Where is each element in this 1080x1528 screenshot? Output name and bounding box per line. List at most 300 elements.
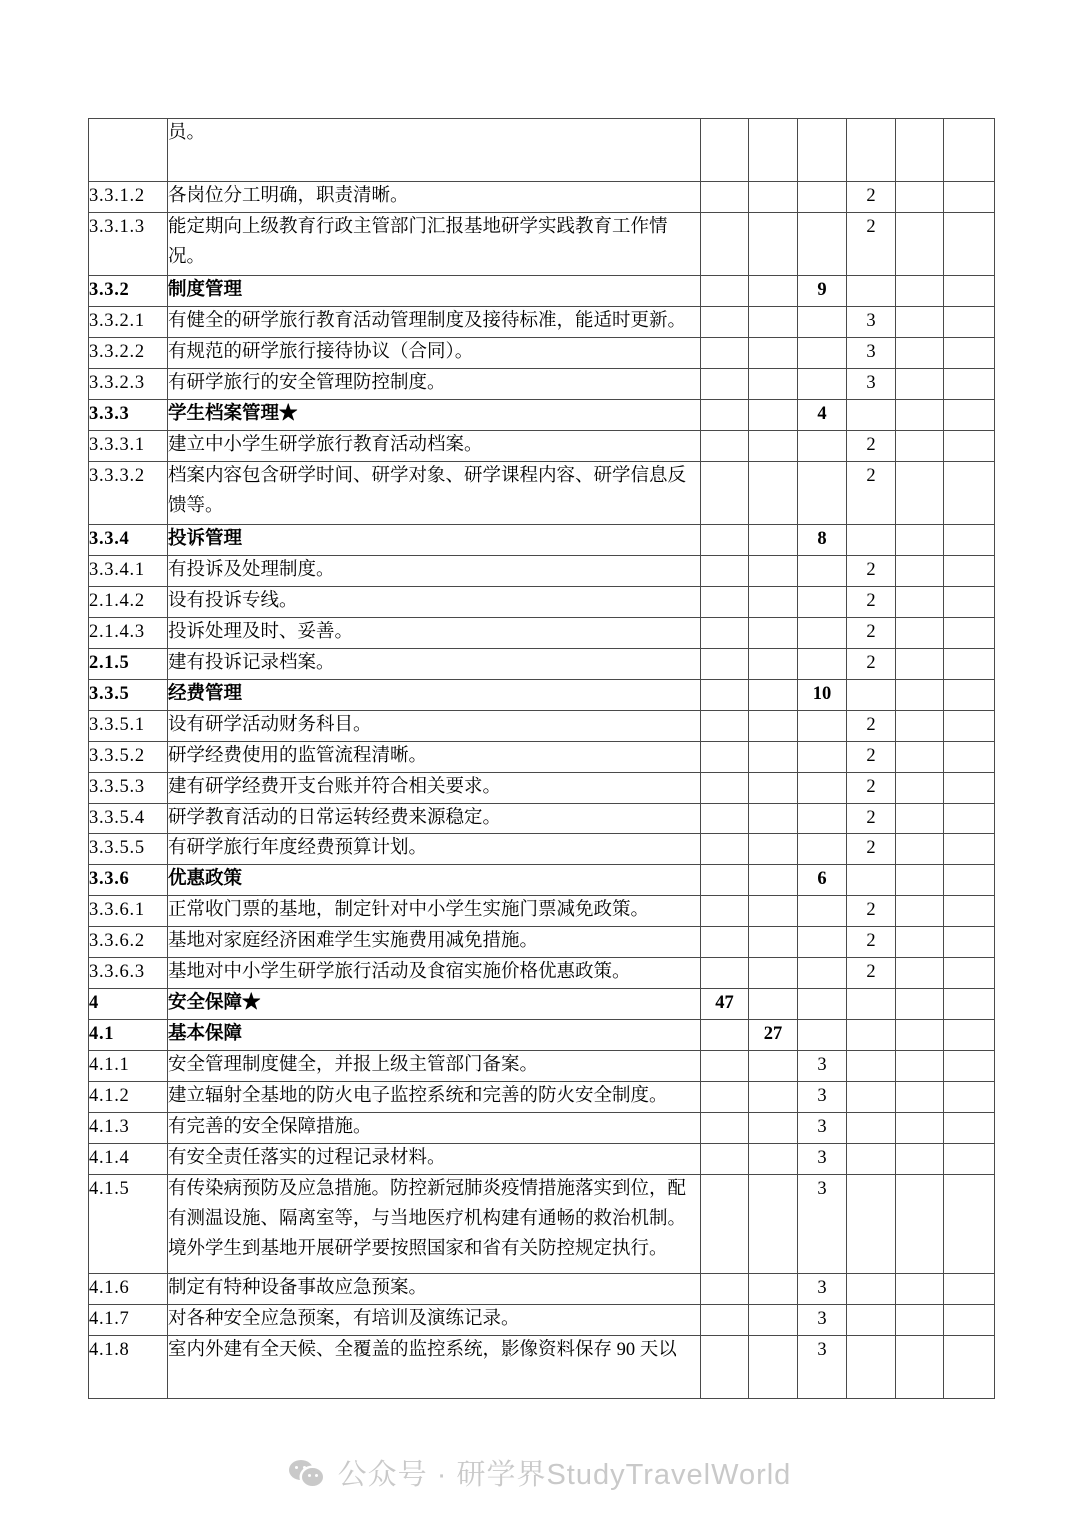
empty-cell bbox=[798, 772, 847, 803]
empty-cell bbox=[798, 958, 847, 989]
table-row bbox=[89, 1051, 995, 1082]
row-id: 2.1.5 bbox=[89, 648, 168, 679]
row-id: 2.1.4.3 bbox=[89, 617, 168, 648]
empty-cell bbox=[896, 337, 944, 368]
score-cell: 2 bbox=[847, 430, 896, 461]
empty-cell bbox=[749, 430, 798, 461]
empty-cell bbox=[701, 803, 749, 834]
empty-cell bbox=[944, 1175, 995, 1274]
empty-cell bbox=[944, 927, 995, 958]
table-row bbox=[89, 1175, 995, 1274]
empty-cell bbox=[701, 648, 749, 679]
table-row bbox=[89, 710, 995, 741]
empty-cell bbox=[798, 212, 847, 275]
empty-cell bbox=[944, 1305, 995, 1336]
score-cell: 2 bbox=[847, 461, 896, 524]
empty-cell bbox=[701, 834, 749, 865]
empty-cell bbox=[847, 1051, 896, 1082]
empty-cell bbox=[944, 1274, 995, 1305]
empty-cell bbox=[944, 337, 995, 368]
empty-cell bbox=[847, 275, 896, 306]
empty-cell bbox=[944, 119, 995, 182]
score-cell: 47 bbox=[701, 989, 749, 1020]
empty-cell bbox=[701, 461, 749, 524]
empty-cell bbox=[847, 1305, 896, 1336]
empty-cell bbox=[701, 772, 749, 803]
row-description: 有研学旅行的安全管理防控制度。 bbox=[168, 368, 701, 399]
empty-cell bbox=[749, 679, 798, 710]
row-id: 3.3.2.1 bbox=[89, 306, 168, 337]
empty-cell bbox=[701, 337, 749, 368]
row-description: 安全管理制度健全，并报上级主管部门备案。 bbox=[168, 1051, 701, 1082]
empty-cell bbox=[749, 834, 798, 865]
empty-cell bbox=[701, 555, 749, 586]
table-row bbox=[89, 212, 995, 275]
empty-cell bbox=[847, 679, 896, 710]
empty-cell bbox=[798, 648, 847, 679]
empty-cell bbox=[701, 1336, 749, 1399]
score-cell: 10 bbox=[798, 679, 847, 710]
empty-cell bbox=[749, 1113, 798, 1144]
row-description: 有投诉及处理制度。 bbox=[168, 555, 701, 586]
empty-cell bbox=[701, 524, 749, 555]
empty-cell bbox=[944, 586, 995, 617]
empty-cell bbox=[701, 212, 749, 275]
empty-cell bbox=[896, 989, 944, 1020]
empty-cell bbox=[944, 1020, 995, 1051]
row-description: 安全保障★ bbox=[168, 989, 701, 1020]
empty-cell bbox=[896, 461, 944, 524]
empty-cell bbox=[749, 586, 798, 617]
empty-cell bbox=[701, 1020, 749, 1051]
empty-cell bbox=[701, 306, 749, 337]
empty-cell bbox=[896, 1175, 944, 1274]
row-id: 4.1.8 bbox=[89, 1336, 168, 1399]
table-row bbox=[89, 741, 995, 772]
empty-cell bbox=[749, 865, 798, 896]
empty-cell bbox=[896, 399, 944, 430]
empty-cell bbox=[749, 927, 798, 958]
row-id: 3.3.5 bbox=[89, 679, 168, 710]
empty-cell bbox=[944, 368, 995, 399]
table-row bbox=[89, 1020, 995, 1051]
watermark-label: 公众号 · 研学界StudyTravelWorld bbox=[337, 1459, 792, 1491]
empty-cell bbox=[944, 524, 995, 555]
empty-cell bbox=[798, 119, 847, 182]
empty-cell bbox=[749, 803, 798, 834]
row-description: 制度管理 bbox=[168, 275, 701, 306]
empty-cell bbox=[749, 989, 798, 1020]
row-description: 投诉处理及时、妥善。 bbox=[168, 617, 701, 648]
empty-cell bbox=[896, 430, 944, 461]
row-id: 3.3.4.1 bbox=[89, 555, 168, 586]
empty-cell bbox=[896, 555, 944, 586]
row-id: 4.1.2 bbox=[89, 1082, 168, 1113]
row-id: 3.3.6.2 bbox=[89, 927, 168, 958]
row-id: 4.1.5 bbox=[89, 1175, 168, 1274]
empty-cell bbox=[701, 710, 749, 741]
empty-cell bbox=[701, 1113, 749, 1144]
row-id: 4.1.3 bbox=[89, 1113, 168, 1144]
empty-cell bbox=[701, 430, 749, 461]
row-id: 3.3.6 bbox=[89, 865, 168, 896]
row-description: 投诉管理 bbox=[168, 524, 701, 555]
empty-cell bbox=[944, 896, 995, 927]
score-cell: 2 bbox=[847, 772, 896, 803]
empty-cell bbox=[847, 524, 896, 555]
row-id: 4 bbox=[89, 989, 168, 1020]
empty-cell bbox=[944, 430, 995, 461]
empty-cell bbox=[896, 958, 944, 989]
empty-cell bbox=[896, 927, 944, 958]
table-row bbox=[89, 679, 995, 710]
empty-cell bbox=[896, 1274, 944, 1305]
table-row bbox=[89, 275, 995, 306]
empty-cell bbox=[798, 430, 847, 461]
empty-cell bbox=[896, 1336, 944, 1399]
row-description: 基地对中小学生研学旅行活动及食宿实施价格优惠政策。 bbox=[168, 958, 701, 989]
table-row bbox=[89, 1305, 995, 1336]
table-row bbox=[89, 772, 995, 803]
empty-cell bbox=[749, 741, 798, 772]
score-cell: 3 bbox=[798, 1113, 847, 1144]
score-cell: 2 bbox=[847, 555, 896, 586]
row-id: 3.3.5.5 bbox=[89, 834, 168, 865]
row-description: 有规范的研学旅行接待协议（合同）。 bbox=[168, 337, 701, 368]
score-cell: 3 bbox=[847, 337, 896, 368]
empty-cell bbox=[896, 772, 944, 803]
empty-cell bbox=[847, 119, 896, 182]
row-description: 有传染病预防及应急措施。防控新冠肺炎疫情措施落实到位，配有测温设施、隔离室等，与当地医疗机构建有通畅的救治机制。境外学生到基地开展研学要按照国家和省有关防控规定执行。 bbox=[168, 1175, 701, 1274]
empty-cell bbox=[749, 182, 798, 213]
empty-cell bbox=[847, 1082, 896, 1113]
empty-cell bbox=[944, 212, 995, 275]
empty-cell bbox=[701, 1082, 749, 1113]
empty-cell bbox=[896, 306, 944, 337]
table-row bbox=[89, 1144, 995, 1175]
empty-cell bbox=[896, 1051, 944, 1082]
empty-cell bbox=[749, 119, 798, 182]
empty-cell bbox=[749, 1305, 798, 1336]
evaluation-criteria-table bbox=[88, 118, 995, 1399]
empty-cell bbox=[701, 1051, 749, 1082]
empty-cell bbox=[701, 958, 749, 989]
table-row bbox=[89, 865, 995, 896]
empty-cell bbox=[944, 1082, 995, 1113]
score-cell: 3 bbox=[798, 1051, 847, 1082]
table-row bbox=[89, 803, 995, 834]
table-row bbox=[89, 306, 995, 337]
score-cell: 3 bbox=[798, 1274, 847, 1305]
row-description: 学生档案管理★ bbox=[168, 399, 701, 430]
row-description: 优惠政策 bbox=[168, 865, 701, 896]
empty-cell bbox=[798, 586, 847, 617]
empty-cell bbox=[701, 119, 749, 182]
empty-cell bbox=[944, 1144, 995, 1175]
score-cell: 2 bbox=[847, 803, 896, 834]
empty-cell bbox=[944, 555, 995, 586]
row-id: 3.3.3.1 bbox=[89, 430, 168, 461]
empty-cell bbox=[847, 1336, 896, 1399]
row-description: 基本保障 bbox=[168, 1020, 701, 1051]
wechat-icon bbox=[289, 1459, 327, 1487]
score-cell: 2 bbox=[847, 617, 896, 648]
table-row bbox=[89, 896, 995, 927]
empty-cell bbox=[701, 741, 749, 772]
score-cell: 3 bbox=[847, 306, 896, 337]
empty-cell bbox=[749, 1336, 798, 1399]
empty-cell bbox=[749, 896, 798, 927]
score-cell: 3 bbox=[847, 368, 896, 399]
empty-cell bbox=[944, 1336, 995, 1399]
empty-cell bbox=[701, 399, 749, 430]
row-description: 基地对家庭经济困难学生实施费用减免措施。 bbox=[168, 927, 701, 958]
empty-cell bbox=[701, 896, 749, 927]
row-id: 4.1.7 bbox=[89, 1305, 168, 1336]
score-cell: 2 bbox=[847, 648, 896, 679]
table-row bbox=[89, 834, 995, 865]
empty-cell bbox=[944, 679, 995, 710]
empty-cell bbox=[896, 1305, 944, 1336]
row-description: 能定期向上级教育行政主管部门汇报基地研学实践教育工作情况。 bbox=[168, 212, 701, 275]
empty-cell bbox=[896, 275, 944, 306]
empty-cell bbox=[749, 958, 798, 989]
empty-cell bbox=[749, 337, 798, 368]
empty-cell bbox=[944, 182, 995, 213]
empty-cell bbox=[896, 617, 944, 648]
empty-cell bbox=[896, 119, 944, 182]
empty-cell bbox=[701, 182, 749, 213]
empty-cell bbox=[798, 306, 847, 337]
empty-cell bbox=[701, 1175, 749, 1274]
empty-cell bbox=[944, 772, 995, 803]
row-id: 3.3.1.3 bbox=[89, 212, 168, 275]
table-row bbox=[89, 617, 995, 648]
empty-cell bbox=[798, 617, 847, 648]
row-description: 对各种安全应急预案，有培训及演练记录。 bbox=[168, 1305, 701, 1336]
empty-cell bbox=[896, 741, 944, 772]
row-id: 3.3.2.2 bbox=[89, 337, 168, 368]
empty-cell bbox=[701, 368, 749, 399]
empty-cell bbox=[749, 306, 798, 337]
empty-cell bbox=[798, 337, 847, 368]
empty-cell bbox=[798, 710, 847, 741]
table-row bbox=[89, 1274, 995, 1305]
score-cell: 2 bbox=[847, 958, 896, 989]
empty-cell bbox=[749, 1274, 798, 1305]
table-row bbox=[89, 524, 995, 555]
empty-cell bbox=[944, 1051, 995, 1082]
row-id: 4.1.6 bbox=[89, 1274, 168, 1305]
empty-cell bbox=[944, 989, 995, 1020]
empty-cell bbox=[944, 803, 995, 834]
row-description: 各岗位分工明确，职责清晰。 bbox=[168, 182, 701, 213]
row-id: 3.3.2.3 bbox=[89, 368, 168, 399]
table-row bbox=[89, 337, 995, 368]
table-row bbox=[89, 1082, 995, 1113]
row-id: 3.3.5.2 bbox=[89, 741, 168, 772]
empty-cell bbox=[847, 989, 896, 1020]
empty-cell bbox=[944, 461, 995, 524]
empty-cell bbox=[847, 399, 896, 430]
table-row bbox=[89, 1113, 995, 1144]
row-description: 制定有特种设备事故应急预案。 bbox=[168, 1274, 701, 1305]
row-description: 有安全责任落实的过程记录材料。 bbox=[168, 1144, 701, 1175]
row-description: 有研学旅行年度经费预算计划。 bbox=[168, 834, 701, 865]
empty-cell bbox=[749, 710, 798, 741]
row-id: 4.1.4 bbox=[89, 1144, 168, 1175]
row-id: 3.3.5.1 bbox=[89, 710, 168, 741]
row-description: 建有投诉记录档案。 bbox=[168, 648, 701, 679]
table-row bbox=[89, 399, 995, 430]
table-body bbox=[89, 119, 995, 1399]
row-description: 设有投诉专线。 bbox=[168, 586, 701, 617]
empty-cell bbox=[749, 555, 798, 586]
table-row bbox=[89, 927, 995, 958]
score-cell: 2 bbox=[847, 741, 896, 772]
row-id: 4.1 bbox=[89, 1020, 168, 1051]
empty-cell bbox=[701, 927, 749, 958]
empty-cell bbox=[749, 461, 798, 524]
empty-cell bbox=[701, 275, 749, 306]
empty-cell bbox=[798, 1020, 847, 1051]
row-id: 3.3.3 bbox=[89, 399, 168, 430]
empty-cell bbox=[847, 1020, 896, 1051]
row-description: 建立辐射全基地的防火电子监控系统和完善的防火安全制度。 bbox=[168, 1082, 701, 1113]
empty-cell bbox=[944, 275, 995, 306]
empty-cell bbox=[896, 896, 944, 927]
table-row bbox=[89, 461, 995, 524]
row-id: 3.3.6.3 bbox=[89, 958, 168, 989]
row-description: 研学教育活动的日常运转经费来源稳定。 bbox=[168, 803, 701, 834]
empty-cell bbox=[749, 1051, 798, 1082]
empty-cell bbox=[944, 1113, 995, 1144]
empty-cell bbox=[847, 1274, 896, 1305]
empty-cell bbox=[701, 1274, 749, 1305]
empty-cell bbox=[847, 1113, 896, 1144]
empty-cell bbox=[944, 648, 995, 679]
empty-cell bbox=[896, 803, 944, 834]
empty-cell bbox=[896, 1113, 944, 1144]
empty-cell bbox=[749, 1082, 798, 1113]
table-row bbox=[89, 119, 995, 182]
empty-cell bbox=[701, 1144, 749, 1175]
empty-cell bbox=[798, 927, 847, 958]
row-description: 有完善的安全保障措施。 bbox=[168, 1113, 701, 1144]
score-cell: 3 bbox=[798, 1144, 847, 1175]
empty-cell bbox=[896, 679, 944, 710]
empty-cell bbox=[749, 399, 798, 430]
empty-cell bbox=[701, 617, 749, 648]
row-id: 3.3.2 bbox=[89, 275, 168, 306]
empty-cell bbox=[896, 865, 944, 896]
row-description: 经费管理 bbox=[168, 679, 701, 710]
empty-cell bbox=[701, 865, 749, 896]
empty-cell bbox=[944, 617, 995, 648]
empty-cell bbox=[847, 865, 896, 896]
score-cell: 3 bbox=[798, 1082, 847, 1113]
table-row bbox=[89, 430, 995, 461]
table-row bbox=[89, 989, 995, 1020]
row-description: 建立中小学生研学旅行教育活动档案。 bbox=[168, 430, 701, 461]
row-description: 正常收门票的基地，制定针对中小学生实施门票减免政策。 bbox=[168, 896, 701, 927]
empty-cell bbox=[896, 648, 944, 679]
empty-cell bbox=[847, 1144, 896, 1175]
table-row bbox=[89, 958, 995, 989]
score-cell: 2 bbox=[847, 896, 896, 927]
empty-cell bbox=[798, 834, 847, 865]
score-cell: 3 bbox=[798, 1336, 847, 1399]
empty-cell bbox=[749, 617, 798, 648]
empty-cell bbox=[701, 586, 749, 617]
score-cell: 2 bbox=[847, 834, 896, 865]
table-row bbox=[89, 648, 995, 679]
empty-cell bbox=[749, 368, 798, 399]
empty-cell bbox=[944, 834, 995, 865]
empty-cell bbox=[798, 741, 847, 772]
score-cell: 2 bbox=[847, 212, 896, 275]
empty-cell bbox=[749, 524, 798, 555]
score-cell: 4 bbox=[798, 399, 847, 430]
empty-cell bbox=[749, 212, 798, 275]
row-description: 有健全的研学旅行教育活动管理制度及接待标准，能适时更新。 bbox=[168, 306, 701, 337]
empty-cell bbox=[896, 1020, 944, 1051]
table-row bbox=[89, 586, 995, 617]
score-cell: 8 bbox=[798, 524, 847, 555]
table-row bbox=[89, 368, 995, 399]
empty-cell bbox=[701, 679, 749, 710]
empty-cell bbox=[798, 803, 847, 834]
score-cell: 9 bbox=[798, 275, 847, 306]
score-cell: 2 bbox=[847, 927, 896, 958]
empty-cell bbox=[749, 1144, 798, 1175]
empty-cell bbox=[896, 524, 944, 555]
empty-cell bbox=[896, 212, 944, 275]
empty-cell bbox=[896, 1144, 944, 1175]
row-description: 建有研学经费开支台账并符合相关要求。 bbox=[168, 772, 701, 803]
empty-cell bbox=[798, 896, 847, 927]
watermark-footer bbox=[0, 1452, 1080, 1493]
table-row bbox=[89, 555, 995, 586]
row-description: 档案内容包含研学时间、研学对象、研学课程内容、研学信息反馈等。 bbox=[168, 461, 701, 524]
score-cell: 2 bbox=[847, 182, 896, 213]
empty-cell bbox=[749, 772, 798, 803]
empty-cell bbox=[896, 368, 944, 399]
row-id bbox=[89, 119, 168, 182]
empty-cell bbox=[798, 989, 847, 1020]
row-id: 3.3.3.2 bbox=[89, 461, 168, 524]
empty-cell bbox=[847, 1175, 896, 1274]
row-description: 室内外建有全天候、全覆盖的监控系统，影像资料保存 90 天以 bbox=[168, 1336, 701, 1399]
row-id: 3.3.5.3 bbox=[89, 772, 168, 803]
empty-cell bbox=[944, 958, 995, 989]
score-cell: 6 bbox=[798, 865, 847, 896]
row-description: 设有研学活动财务科目。 bbox=[168, 710, 701, 741]
row-id: 3.3.6.1 bbox=[89, 896, 168, 927]
empty-cell bbox=[798, 182, 847, 213]
row-id: 2.1.4.2 bbox=[89, 586, 168, 617]
empty-cell bbox=[944, 399, 995, 430]
score-cell: 3 bbox=[798, 1175, 847, 1274]
row-description: 研学经费使用的监管流程清晰。 bbox=[168, 741, 701, 772]
row-id: 3.3.4 bbox=[89, 524, 168, 555]
row-id: 4.1.1 bbox=[89, 1051, 168, 1082]
table-row bbox=[89, 182, 995, 213]
score-cell: 3 bbox=[798, 1305, 847, 1336]
empty-cell bbox=[798, 461, 847, 524]
empty-cell bbox=[896, 1082, 944, 1113]
table-row bbox=[89, 1336, 995, 1399]
